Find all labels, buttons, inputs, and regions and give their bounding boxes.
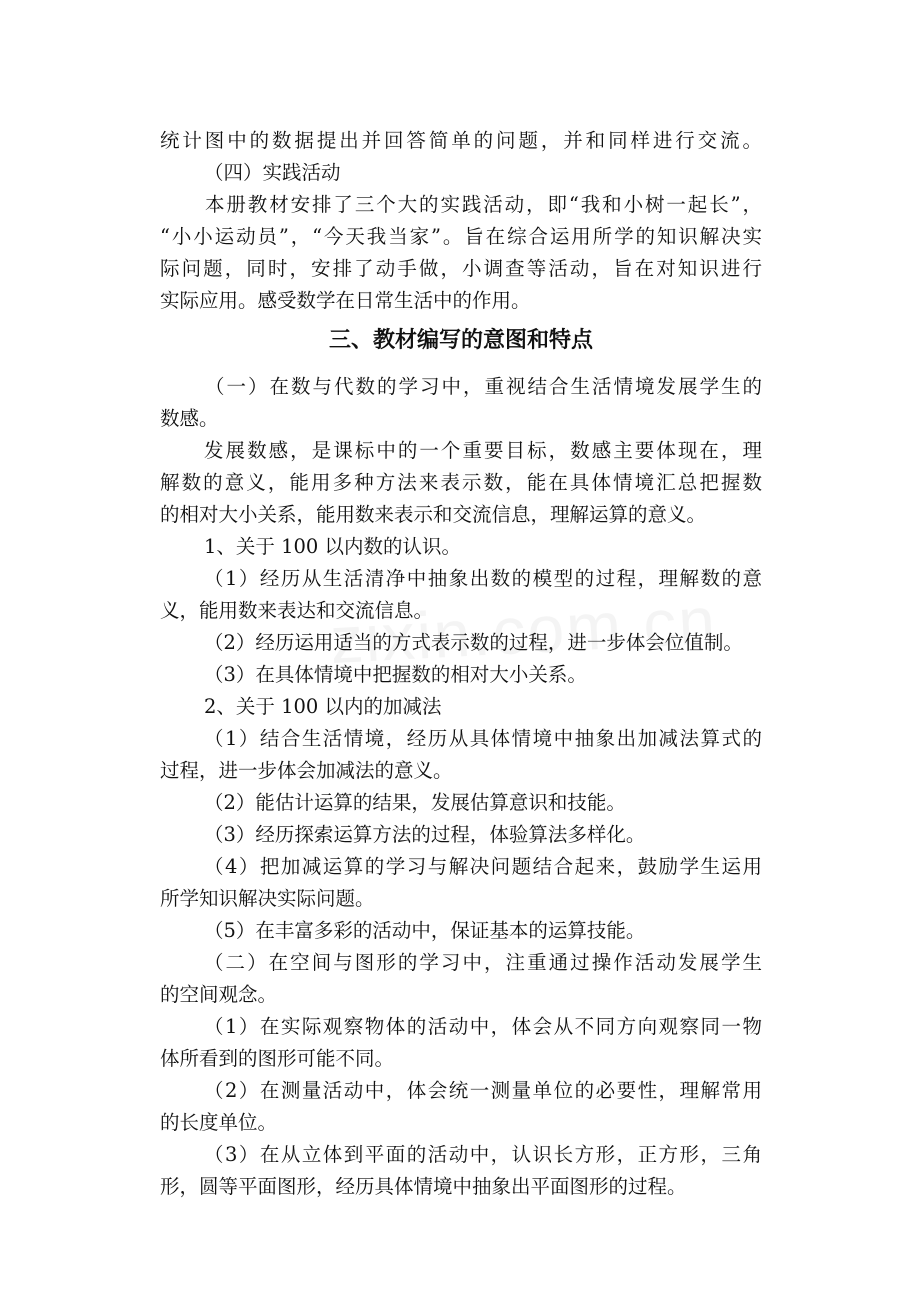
paragraph-line: 形，圆等平面图形，经历具体情境中抽象出平面图形的过程。	[160, 1175, 687, 1198]
paragraph-line: 数感。	[160, 407, 219, 430]
paragraph-line: （3）在从立体到平面的活动中，认识长方形，正方形，三角	[204, 1143, 762, 1166]
paragraph-line: 实际应用。感受数学在日常生活中的作用。	[160, 289, 531, 312]
paragraph-line: （1）结合生活情境，经历从具体情境中抽象出加减法算式的	[204, 727, 762, 750]
paragraph-line: 过程，进一步体会加减法的意义。	[160, 759, 453, 782]
paragraph-line: （二）在空间与图形的学习中，注重通过操作活动发展学生	[204, 951, 762, 974]
paragraph-line: （3）经历探索运算方法的过程，体验算法多样化。	[204, 823, 646, 846]
paragraph-line: 体所看到的图形可能不同。	[160, 1047, 395, 1070]
paragraph-line: （一）在数与代数的学习中，重视结合生活情境发展学生的	[205, 375, 762, 398]
paragraph-line: （1）经历从生活清净中抽象出数的模型的过程，理解数的意	[204, 567, 762, 590]
paragraph-line: 发展数感，是课标中的一个重要目标，数感主要体现在，理	[204, 439, 762, 462]
paragraph-line: 的相对大小关系，能用数来表示和交流信息，理解运算的意义。	[160, 503, 707, 526]
paragraph-line: （2）经历运用适当的方式表示数的过程，进一步体会位值制。	[204, 631, 743, 654]
paragraph-line: “小小运动员”，“今天我当家”。旨在综合运用所学的知识解决实	[160, 225, 762, 248]
subsection-label: 2、关于 100 以内的加减法	[204, 695, 442, 718]
paragraph-line: 的空间观念。	[160, 983, 278, 1006]
paragraph-line: 所学知识解决实际问题。	[160, 887, 375, 910]
paragraph-line: （2）在测量活动中，体会统一测量单位的必要性，理解常用	[204, 1079, 762, 1102]
paragraph-line: 解数的意义，能用多种方法来表示数，能在具体情境汇总把握数	[160, 471, 762, 494]
paragraph-line: （4）把加减运算的学习与解决问题结合起来，鼓励学生运用	[204, 855, 762, 878]
paragraph-line: （2）能估计运算的结果，发展估算意识和技能。	[204, 791, 626, 814]
section-heading: 三、教材编写的意图和特点	[328, 328, 593, 353]
paragraph-line: 义，能用数来表达和交流信息。	[160, 599, 434, 622]
paragraph-line: （5）在丰富多彩的活动中，保证基本的运算技能。	[204, 919, 646, 942]
section-label-practice: （四）实践活动	[204, 161, 341, 184]
paragraph-line: 本册教材安排了三个大的实践活动，即“我和小树一起长”，	[205, 193, 762, 216]
subsection-label: 1、关于 100 以内数的认识。	[204, 535, 462, 558]
paragraph-line: （1）在实际观察物体的活动中，体会从不同方向观察同一物	[204, 1015, 762, 1038]
paragraph-line: 统计图中的数据提出并回答简单的问题，并和同样进行交流。	[160, 129, 762, 152]
paragraph-line: 的长度单位。	[160, 1111, 278, 1134]
paragraph-line: 际问题，同时，安排了动手做，小调查等活动，旨在对知识进行	[160, 257, 762, 280]
paragraph-line: （3）在具体情境中把握数的相对大小关系。	[204, 663, 587, 686]
